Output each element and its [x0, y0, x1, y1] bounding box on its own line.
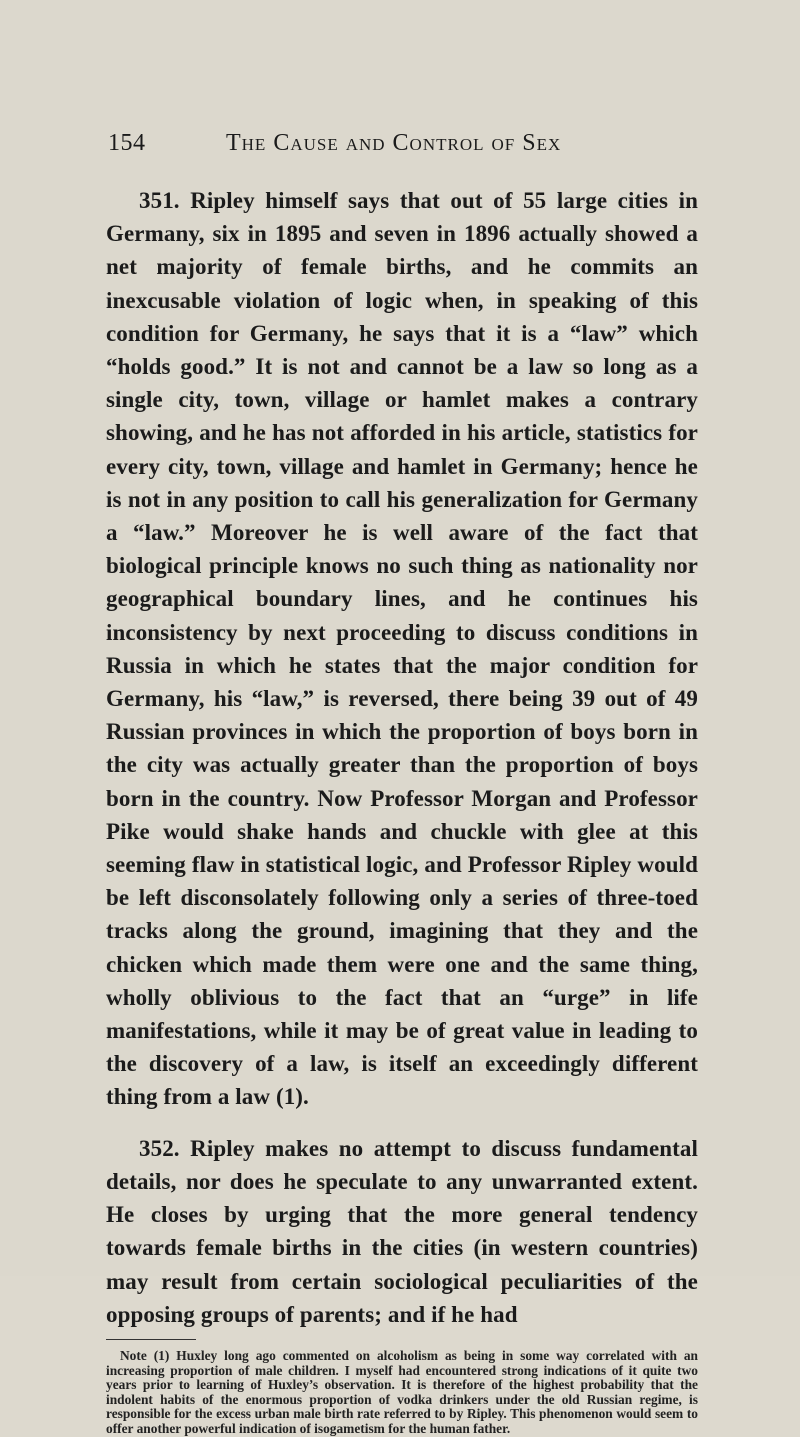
footnote-text: Note (1) Huxley long ago commented on alcoholism as being in some way correlated with an increasing proportion of male children. I myself had encountered strong indications of it quite two years prior to learning of Huxley’s observation. It is therefore of the highest probability that the indolent habits of the enormous proportion of vodka drinkers under the old Russian regime, is responsible for the excess urban male birth rate referred to by Ripley. This phenomenon would seem to offer another powerful indication of isogametism for the human father. [106, 1348, 698, 1436]
body-text [106, 184, 698, 1331]
footnote [106, 1349, 698, 1437]
running-title: The Cause and Control of Sex [226, 130, 562, 156]
paragraph-352: 352. Ripley makes no attempt to discuss fundamental details, nor does he speculate to any unwarranted extent. He closes by urging that the more general tendency towards female births in the cities (in western countries) may result from certain sociological peculiarities of the opposing groups of parents; and if he had [106, 1135, 698, 1327]
footnote-rule [106, 1339, 196, 1340]
page-number: 154 [108, 130, 146, 156]
paragraph-351: 351. Ripley himself says that out of 55 large cities in Germany, six in 1895 and seven in 1896 actually showed a net majority of female births, and he commits an inexcusable violation of logic when, in speaking of this condition for Germany, he says that it is a “law” which “holds good.” It is not and cannot be a law so long as a single city, town, village or hamlet makes a contrary showing, and he has not afforded in his article, statistics for every city, town, village and hamlet in Germany; hence he is not in any position to call his generalization for Germany a “law.” Moreover he is well aware of the fact that biological principle knows no such thing as nationality nor geographical boundary lines, and he continues his inconsistency by next proceeding to discuss conditions in Russia in which he states that the major condition for Germany, his “law,” is reversed, there being 39 out of 49 Russian provinces in which the proportion of boys born in the city was actually greater than the proportion of boys born in the country. Now Professor Morgan and Professor Pike would shake hands and chuckle with glee at this seeming flaw in statistical logic, and Professor Ripley would be left disconsolately following only a series of three-toed tracks along the ground, imagining that they and the chicken which made them were one and the same thing, wholly oblivious to the fact that an “urge” in life manifestations, while it may be of great value in leading to the discovery of a law, is itself an exceedingly different thing from a law (1). [106, 188, 698, 1110]
page-header [108, 130, 698, 166]
